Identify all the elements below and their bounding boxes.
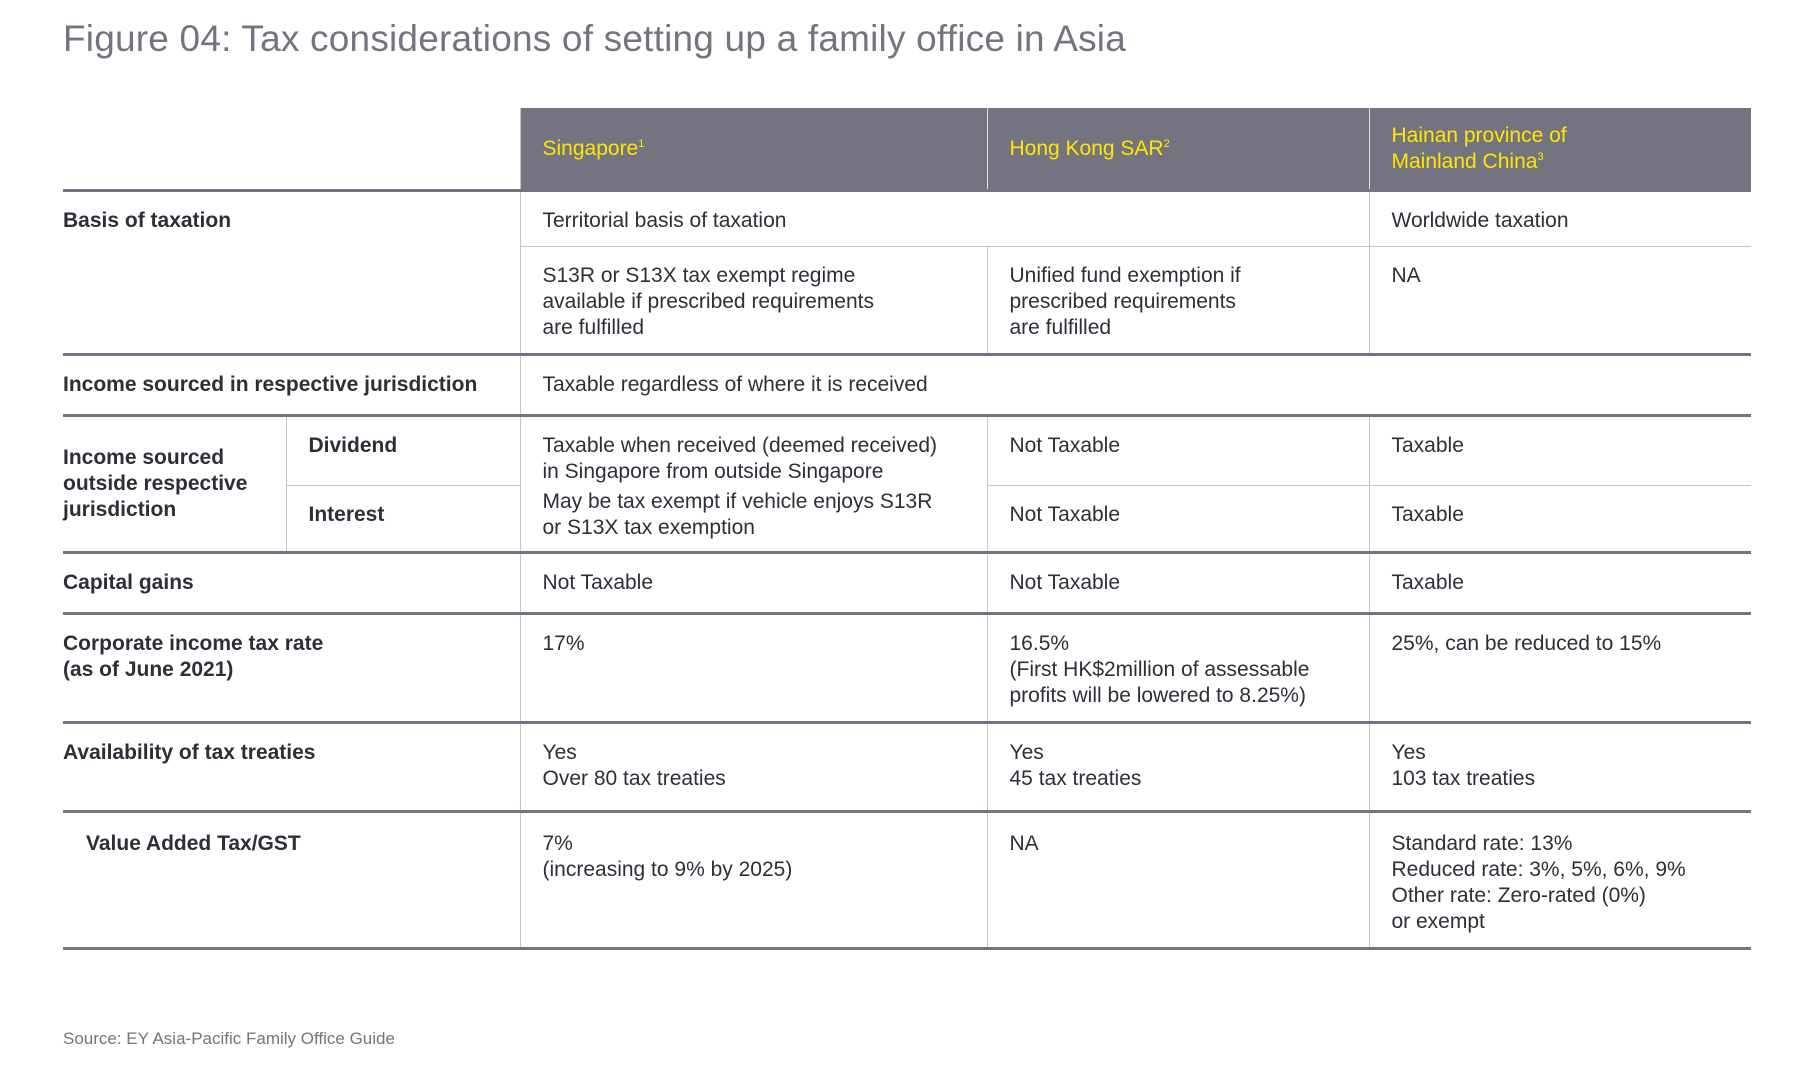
cell-cg-hn: Taxable bbox=[1369, 553, 1751, 614]
cell-dividend-hn: Taxable bbox=[1369, 416, 1751, 486]
cell-cg-hk: Not Taxable bbox=[987, 553, 1369, 614]
cell-vat-sg: 7% (increasing to 9% by 2025) bbox=[520, 812, 987, 949]
table-row-vat bbox=[63, 812, 1751, 949]
table-row-capital-gains bbox=[63, 553, 1751, 614]
header-hainan: Hainan province of Mainland China$^3$ bbox=[1369, 108, 1751, 191]
row-label-income-in: Income sourced in respective jurisdiction bbox=[63, 355, 520, 416]
table-row-treaties bbox=[63, 723, 1751, 812]
header-singapore: Singapore$^1$ bbox=[520, 108, 987, 191]
row-label-income-out: Income sourced outside respective jurisdiction bbox=[63, 416, 286, 553]
sub-label-interest: Interest bbox=[286, 486, 520, 553]
cell-cg-sg: Not Taxable bbox=[520, 553, 987, 614]
cell-treaties-hk: Yes 45 tax treaties bbox=[987, 723, 1369, 812]
cell-treaties-sg: Yes Over 80 tax treaties bbox=[520, 723, 987, 812]
cell-dividend-hk: Not Taxable bbox=[987, 416, 1369, 486]
cell-income-out-sg: Taxable when received (deemed received) in Singapore from outside Singapore May be tax exempt if vehicle enjoys S13R or S13X tax exemption bbox=[520, 416, 987, 553]
cell-cit-sg: 17% bbox=[520, 614, 987, 723]
cell-territorial: Territorial basis of taxation bbox=[520, 191, 1369, 247]
header-hong-kong: Hong Kong SAR$^2$ bbox=[987, 108, 1369, 191]
tax-considerations-table bbox=[63, 108, 1751, 950]
source-note: Source: EY Asia-Pacific Family Office Guide bbox=[63, 1029, 395, 1048]
cell-treaties-hn: Yes 103 tax treaties bbox=[1369, 723, 1751, 812]
cell-basis-hn: NA bbox=[1369, 247, 1751, 355]
table-row-income-in bbox=[63, 355, 1751, 416]
cell-cit-hk: 16.5% (First HK$2million of assessable profits will be lowered to 8.25%) bbox=[987, 614, 1369, 723]
row-label-capital-gains: Capital gains bbox=[63, 553, 520, 614]
cell-cit-hn: 25%, can be reduced to 15% bbox=[1369, 614, 1751, 723]
figure-title: Figure 04: Tax considerations of setting up a family office in Asia bbox=[63, 18, 1127, 59]
sub-label-dividend: Dividend bbox=[286, 416, 520, 486]
cell-basis-sg: S13R or S13X tax exempt regime available if prescribed requirements are fulfilled bbox=[520, 247, 987, 355]
cell-vat-hn: Standard rate: 13% Reduced rate: 3%, 5%, 6%, 9% Other rate: Zero-rated (0%) or exempt bbox=[1369, 812, 1751, 949]
table-row-cit bbox=[63, 614, 1751, 723]
row-label-basis: Basis of taxation bbox=[63, 191, 520, 355]
cell-basis-hk: Unified fund exemption if prescribed requirements are fulfilled bbox=[987, 247, 1369, 355]
cell-income-in: Taxable regardless of where it is received bbox=[520, 355, 1751, 416]
row-label-cit: Corporate income tax rate (as of June 2021) bbox=[63, 614, 520, 723]
row-label-treaties: Availability of tax treaties bbox=[63, 723, 520, 812]
cell-vat-hk: NA bbox=[987, 812, 1369, 949]
cell-interest-hn: Taxable bbox=[1369, 486, 1751, 553]
table-row-dividend bbox=[63, 416, 1751, 486]
row-label-vat: Value Added Tax/GST bbox=[63, 812, 520, 949]
table-row-basis bbox=[63, 191, 1751, 247]
cell-worldwide: Worldwide taxation bbox=[1369, 191, 1751, 247]
cell-interest-hk: Not Taxable bbox=[987, 486, 1369, 553]
table-header-row bbox=[63, 108, 1751, 191]
header-blank bbox=[63, 108, 520, 191]
